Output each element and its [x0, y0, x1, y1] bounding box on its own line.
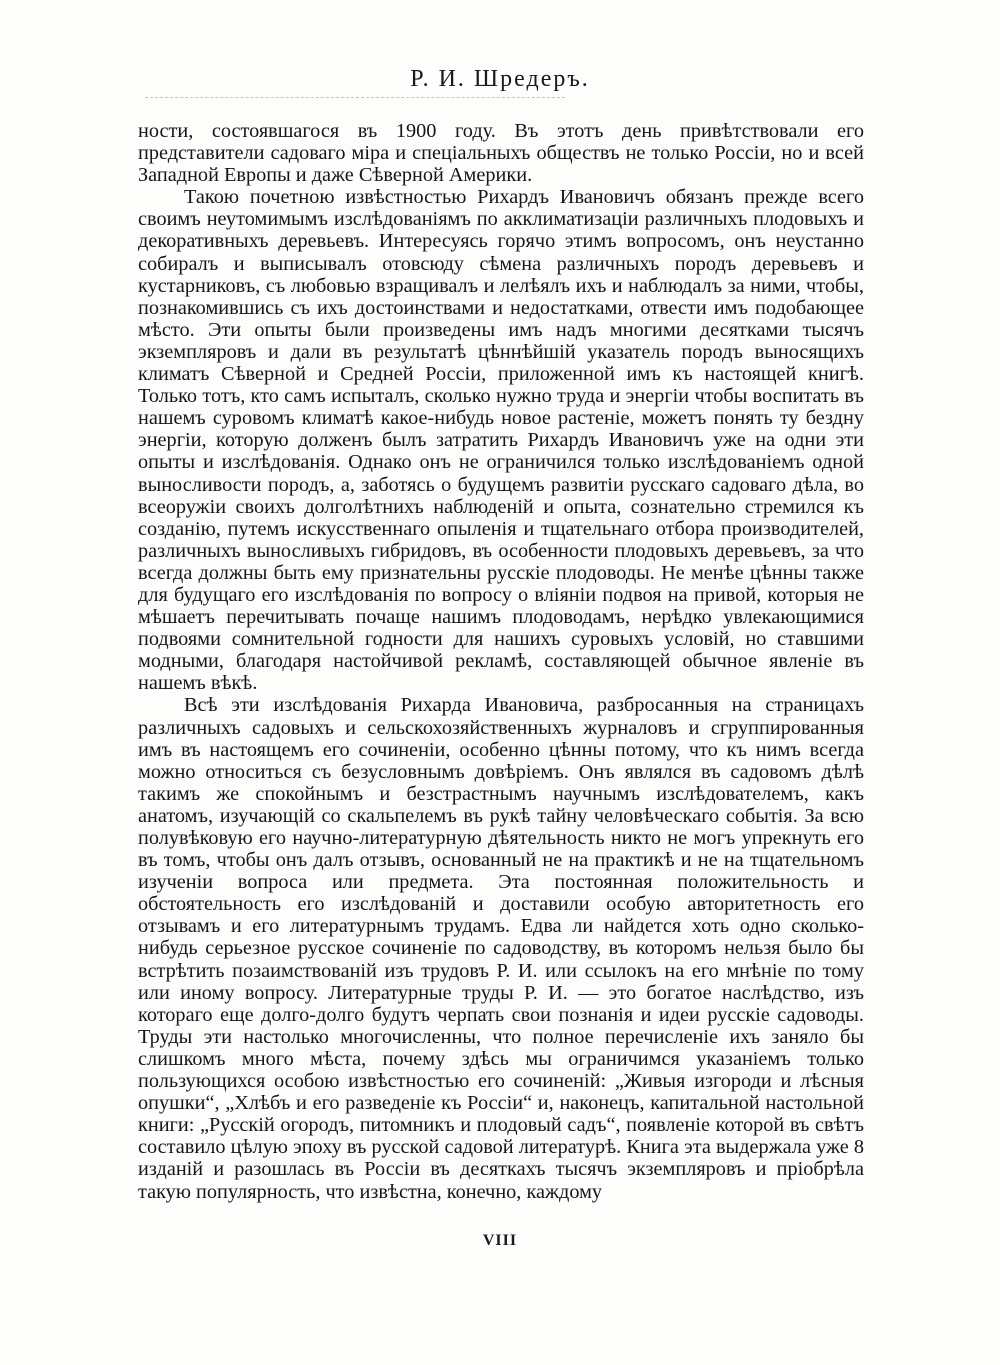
body-text: [138, 120, 864, 1203]
paragraph-research-works: Всѣ эти изслѣдованія Рихарда Ивановича, разбросанныя на страницахъ различныхъ садовыхъ и сельскохозяйственныхъ журналовъ и сгруппированныя имъ въ настоящемъ его сочиненіи, особенно цѣнны потому, что къ нимъ всегда можно относиться съ безусловнымъ довѣріемъ. Онъ являлся въ садовомъ дѣлѣ такимъ же спокойнымъ и безстрастнымъ научнымъ изслѣдователемъ, какъ анатомъ, изучающій со скальпелемъ въ рукѣ тайну человѣческаго событія. За всю полувѣковую его научно-литературную дѣятельность никто не могъ упрекнуть его въ томъ, чтобы онъ далъ отзывъ, основанный не на практикѣ и не на тщательномъ изученіи вопроса или предмета. Эта постоянная положительность и обстоятельность его изслѣдованій и доставили особую авторитетность его отзывамъ и его литературнымъ трудамъ. Едва ли найдется хоть одно сколько-нибудь серьезное русское сочиненіе по садоводству, въ которомъ нельзя было бы встрѣтить позаимствованій изъ трудовъ Р. И. или ссылокъ на его мнѣніе по тому или иному вопросу. Литературные труды Р. И. — это богатое наслѣдство, изъ котораго еще долго-долго будутъ черпать свои познанія и идеи русскіе садоводы. Труды эти настолько многочисленны, что полное перечисленіе ихъ заняло бы слишкомъ много мѣста, почему здѣсь мы ограничимся указаніемъ только пользующихся особою извѣстностью его сочиненій: „Живыя изгороди и лѣсныя опушки“, „Хлѣбъ и его разведеніе къ Россіи“ и, наконецъ, капитальной настольной книги: „Русскій огородъ, питомникъ и плодовый садъ“, появленіе которой въ свѣтъ составило цѣлую эпоху въ русской садовой литературѣ. Книга эта выдержала уже 8 изданій и разошлась въ Россіи въ десяткахъ тысячъ экземпляровъ и пріобрѣла такую популярность, что извѣстна, конечно, каждому: [138, 694, 864, 1203]
running-title: Р. И. Шредеръ.: [410, 66, 590, 92]
paragraph-acclimatization: Такою почетною извѣстностью Рихардъ Ивановичъ обязанъ прежде всего своимъ неутомимымъ изслѣдованіямъ по акклиматизаціи различныхъ плодовыхъ и декоративныхъ деревьевъ. Интересуясь горячо этимъ вопросомъ, онъ неустанно собиралъ и выписывалъ отовсюду сѣмена различныхъ породъ деревьевъ и кустарниковъ, съ любовью взращивалъ и лелѣялъ ихъ и наблюдалъ за ними, чтобы, познакомившись съ ихъ достоинствами и недостатками, отвести имъ подобающее мѣсто. Эти опыты были произведены имъ надъ многими десятками тысячъ экземпляровъ и дали въ результатѣ цѣннѣйшій указатель породъ выносящихъ климатъ Сѣверной и Средней Россіи, приложенной имъ къ настоящей книгѣ. Только тотъ, кто самъ испыталъ, сколько нужно труда и энергіи чтобы воспитать въ нашемъ суровомъ климатѣ какое-нибудь новое растеніе, можетъ понять ту бездну энергіи, которую долженъ былъ затратить Рихардъ Ивановичъ уже на одни эти опыты и изслѣдованія. Однако онъ не ограничился только изслѣдованіемъ одной выносливости породъ, а, заботясь о будущемъ развитіи русскаго садоваго дѣла, во всеоружіи своихъ долголѣтнихъ наблюденій и опыта, сознательно стремился къ созданію, путемъ искусственнаго опыленія и тщательнаго отбора производителей, различныхъ выносливыхъ гибридовъ, въ особенности плодовыхъ деревьевъ, за что всегда должны быть ему признательны русскіе плодоводы. Не менѣе цѣнны также для будущаго его изслѣдованія по вопросу о вліяніи подвоя на привой, которыя не мѣшаетъ перечитывать почаще нашимъ плодоводамъ, нерѣдко увлекающимися подвоями сомнительной годности для нашихъ суровыхъ условій, но ставшими модными, благодаря настойчивой рекламѣ, составляющей обычное явленіе въ нашемъ вѣкѣ.: [138, 186, 864, 695]
page-number: VIII: [482, 1232, 518, 1249]
paragraph-continuation: ности, состоявшагося въ 1900 году. Въ этотъ день привѣтствовали его представители садоваго міра и спеціальныхъ обществъ не только Россіи, но и всей Западной Европы и даже Сѣверной Америки.: [138, 120, 864, 187]
header-rule: [145, 97, 565, 98]
